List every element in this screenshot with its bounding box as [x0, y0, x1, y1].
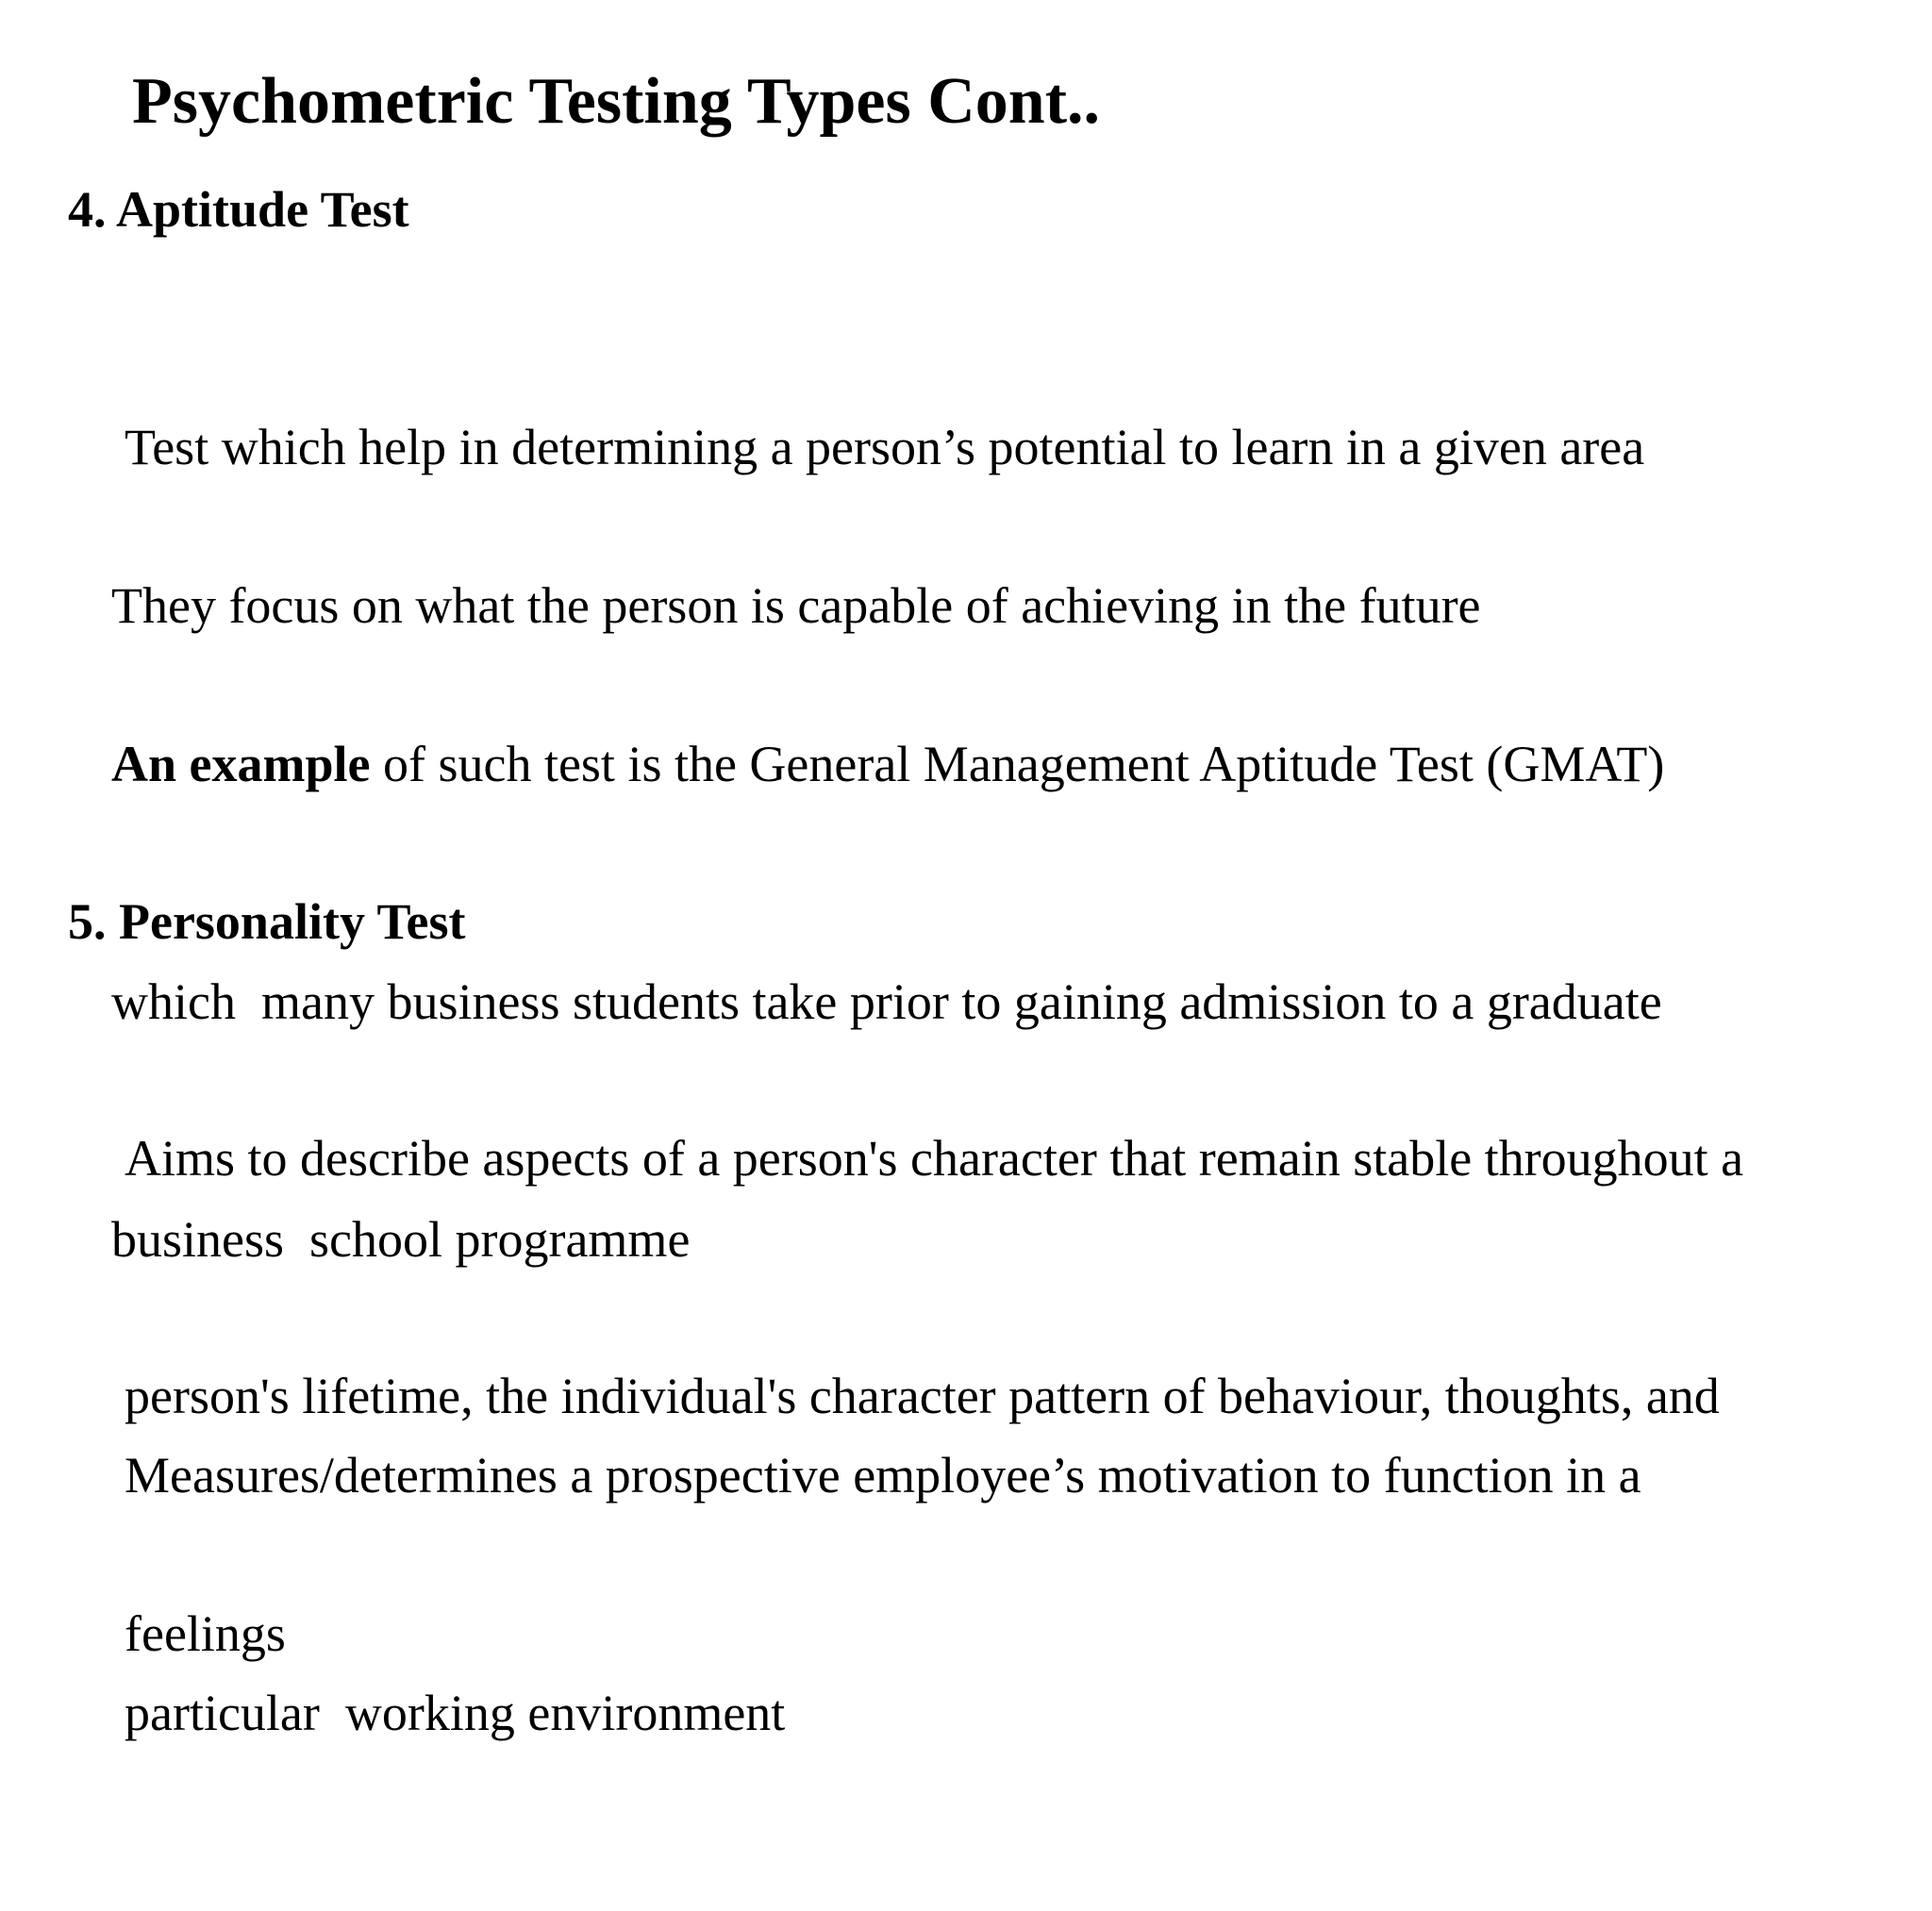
slide-title: Psychometric Testing Types Cont.. — [132, 65, 1101, 138]
personality-description-line-3: feelings — [125, 1605, 286, 1662]
aptitude-focus-text: They focus on what the person is capable of achieving in the future — [111, 577, 1481, 634]
aptitude-example-line-3: business school programme — [111, 1211, 691, 1268]
example-line-1-rest: of such test is the General Management Aptitude Test (GMAT) — [370, 736, 1665, 792]
personality-measures — [125, 1277, 1641, 1911]
aptitude-definition-text: Test which help in determining a person’s potential to learn in a given area — [125, 419, 1645, 475]
personality-measures-line-2: particular working environment — [125, 1685, 786, 1741]
personality-description-line-1: Aims to describe aspects of a person's character that remain stable throughout a — [125, 1130, 1744, 1187]
example-lead: An example — [111, 736, 371, 792]
personality-description-line-2: person's lifetime, the individual's character pattern of behaviour, thoughts, and — [125, 1368, 1720, 1424]
personality-measures-line-1: Measures/determines a prospective employee’s motivation to function in a — [125, 1447, 1641, 1504]
section-heading-personality-test: 5. Personality Test — [68, 893, 466, 950]
aptitude-example-line-1 — [111, 724, 1664, 804]
aptitude-example-line-2: which many business students take prior to gaining admission to a graduate — [111, 973, 1662, 1030]
section-heading-aptitude-test: 4. Aptitude Test — [68, 181, 409, 238]
